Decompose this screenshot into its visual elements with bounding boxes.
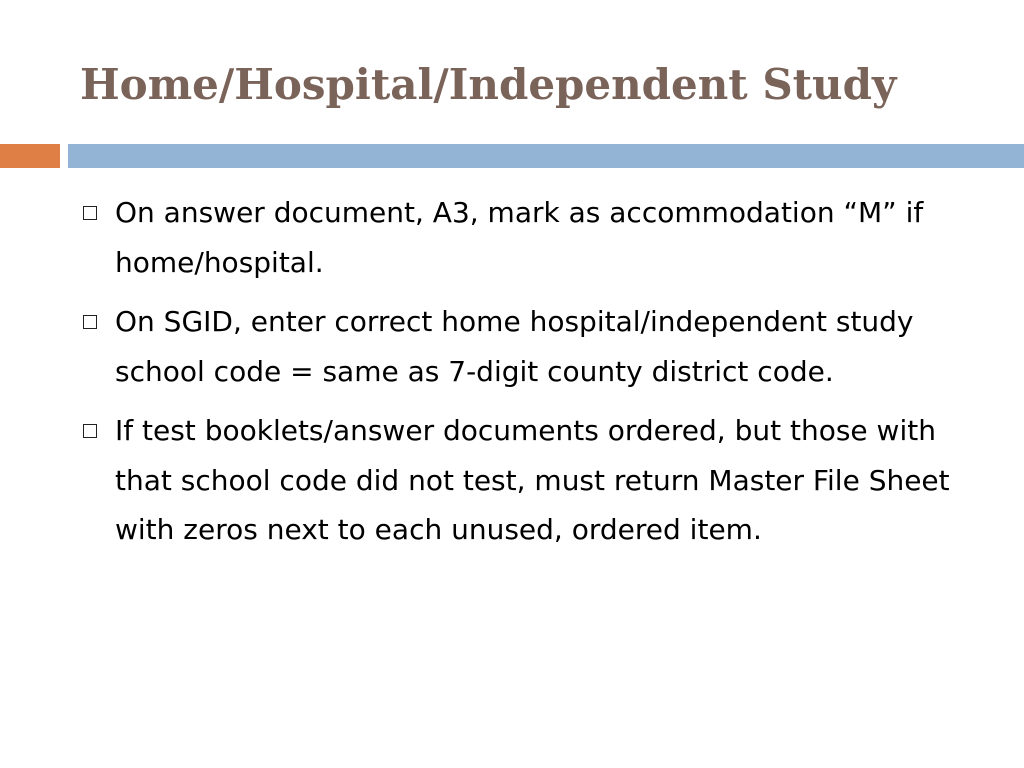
square-bullet-icon <box>83 315 97 329</box>
bullet-text: On SGID, enter correct home hospital/independent study school code = same as 7-digit county district code. <box>115 305 914 388</box>
bullet-item <box>80 297 980 396</box>
bullet-text: If test booklets/answer documents ordered, but those with that school code did not test, must return Master File Sheet with zeros next to each unused, ordered item. <box>115 414 950 546</box>
bullet-item <box>80 188 980 287</box>
bullet-list <box>80 188 980 565</box>
bullet-text: On answer document, A3, mark as accommodation “M” if home/hospital. <box>115 196 924 279</box>
bullet-item <box>80 406 980 555</box>
title-rule-bar <box>68 144 1024 168</box>
square-bullet-icon <box>83 424 97 438</box>
slide-title: Home/Hospital/Independent Study <box>80 60 897 109</box>
title-rule-accent <box>0 144 60 168</box>
square-bullet-icon <box>83 206 97 220</box>
